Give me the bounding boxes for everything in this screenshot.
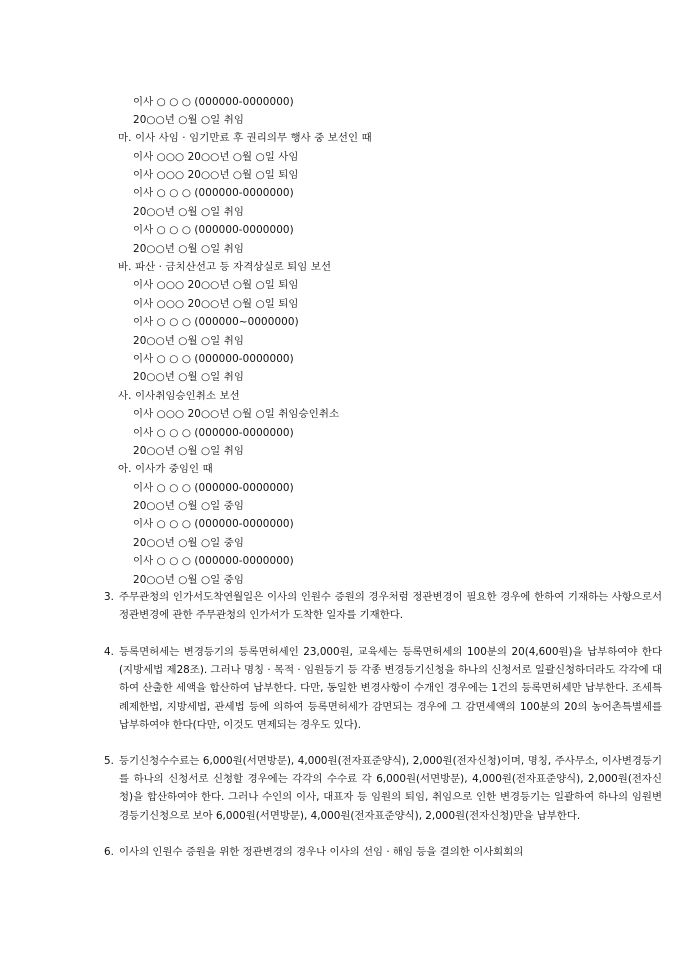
- note-number: 4.: [104, 646, 114, 658]
- date-line: 20○○년 ○월 ○일 중임: [133, 537, 244, 549]
- director-line: 이사 ○ ○ ○ (000000-0000000): [133, 482, 294, 494]
- director-line: 이사 ○○○ 20○○년 ○월 ○일 취임승인취소: [133, 408, 340, 420]
- director-line: 이사 ○ ○ ○ (000000-0000000): [133, 555, 294, 567]
- director-line: 이사 ○ ○ ○ (000000-0000000): [133, 187, 294, 199]
- director-line: 이사 ○ ○ ○ (000000-0000000): [133, 96, 294, 108]
- date-line: 20○○년 ○월 ○일 취임: [133, 445, 244, 457]
- director-line: 이사 ○○○ 20○○년 ○월 ○일 퇴임: [133, 169, 299, 181]
- note-number: 3.: [104, 591, 114, 603]
- director-line: 이사 ○ ○ ○ (000000~0000000): [133, 316, 299, 328]
- note-text: 이사의 인원수 증원을 위한 정관변경의 경우나 이사의 선임 · 해임 등을 결의한 이사회회의: [119, 846, 524, 858]
- note-item-4: [104, 643, 662, 734]
- date-line: 20○○년 ○월 ○일 취임: [133, 335, 244, 347]
- date-line: 20○○년 ○월 ○일 중임: [133, 574, 244, 586]
- case-heading-ma: 마. 이사 사임 · 임기만료 후 권리의무 행사 중 보선인 때: [118, 132, 372, 144]
- director-line: 이사 ○ ○ ○ (000000-0000000): [133, 353, 294, 365]
- note-item-6: [104, 843, 662, 861]
- director-line: 이사 ○○○ 20○○년 ○월 ○일 사임: [133, 151, 299, 163]
- director-line: 이사 ○○○ 20○○년 ○월 ○일 퇴임: [133, 298, 299, 310]
- director-line: 이사 ○○○ 20○○년 ○월 ○일 퇴임: [133, 279, 299, 291]
- case-heading-sa: 사. 이사취임승인취소 보선: [118, 390, 240, 402]
- case-heading-a: 아. 이사가 중임인 때: [118, 463, 213, 475]
- date-line: 20○○년 ○월 ○일 취임: [133, 371, 244, 383]
- date-line: 20○○년 ○월 ○일 취임: [133, 206, 244, 218]
- date-line: 20○○년 ○월 ○일 중임: [133, 500, 244, 512]
- case-heading-ba: 바. 파산 · 금치산선고 등 자격상실로 퇴임 보선: [118, 261, 332, 273]
- note-text: 주무관청의 인가서도착연월일은 이사의 인원수 증원의 경우처럼 정관변경이 필요한 경우에 한하여 기재하는 사항으로서 정관변경에 관한 주무관청의 인가서가 도착한 일자를 기재한다.: [119, 591, 662, 622]
- note-item-3: [104, 588, 662, 624]
- director-line: 이사 ○ ○ ○ (000000-0000000): [133, 427, 294, 439]
- note-text: 등기신청수수료는 6,000원(서면방문), 4,000원(전자표준양식), 2,000원(전자신청)이며, 명칭, 주사무소, 이사변경등기를 하나의 신청서로 신청할 경우에는 각각의 수수료 각 6,000원(서면방문), 4,000원(전자표준양식), 2,000원(전자신청)을 합산하여야 한다. 그러나 수인의 이사, 대표자 등 임원의 퇴임, 취임으로 인한 변경등기는 일괄하여 하나의 임원변경등기신청으로 보아 6,000원(서면방문), 4,000원(전자표준양식), 2,000원(전자신청)만을 납부한다.: [119, 755, 662, 822]
- director-line: 이사 ○ ○ ○ (000000-0000000): [133, 518, 294, 530]
- note-number: 5.: [104, 755, 114, 767]
- note-number: 6.: [104, 846, 114, 858]
- date-line: 20○○년 ○월 ○일 취임: [133, 243, 244, 255]
- director-line: 이사 ○ ○ ○ (000000-0000000): [133, 224, 294, 236]
- note-item-5: [104, 752, 662, 825]
- date-line: 20○○년 ○월 ○일 취임: [133, 114, 244, 126]
- note-text: 등록면허세는 변경등기의 등록면허세인 23,000원, 교육세는 등록면허세의 100분의 20(4,600원)을 납부하여야 한다(지방세법 제28조). 그러나 명칭 · 목적 · 임원등기 등 각종 변경등기신청을 하나의 신청서로 일괄신청하더라도 각각에 대하여 산출한 세액을 합산하여 납부한다. 다만, 동일한 변경사항이 수개인 경우에는 1건의 등록면허세만 납부한다. 조세특례제한법, 지방세법, 관세법 등에 의하여 등록면허세가 감면되는 경우에 그 감면세액의 100분의 20의 농어촌특별세를 납부하여야 한다(다만, 이것도 면제되는 경우도 있다).: [119, 646, 662, 731]
